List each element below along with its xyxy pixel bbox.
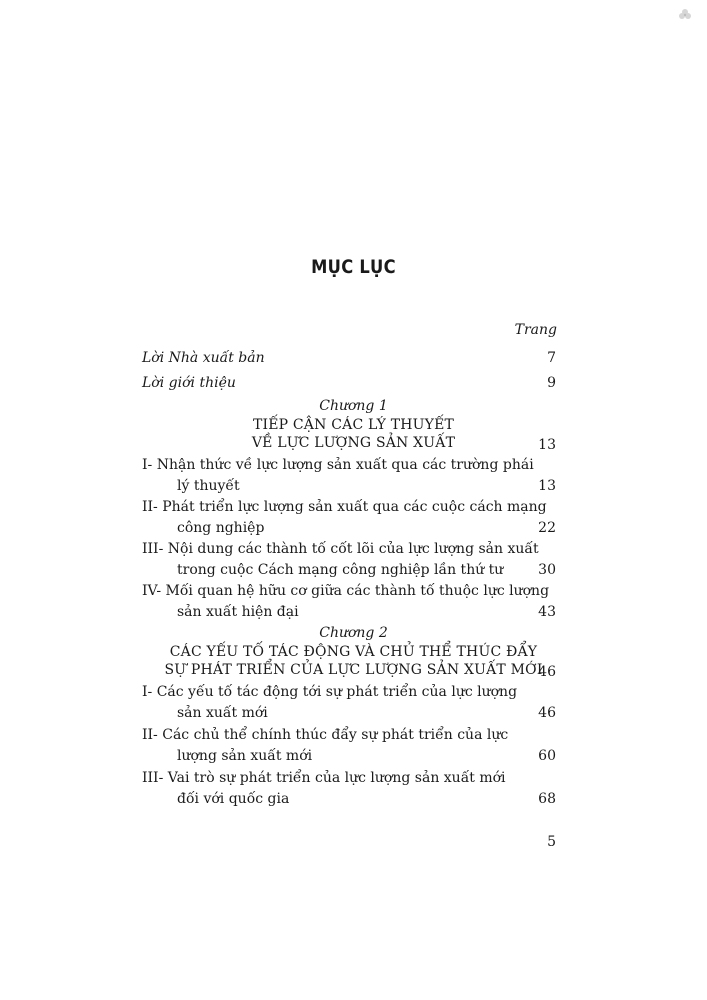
toc-entry-1-2-line-1[interactable]: II- Phát triển lực lượng sản xuất qua các cuộc cách mạng xyxy=(142,499,547,515)
toc-page-number: 68 xyxy=(538,791,556,807)
toc-page-number: 13 xyxy=(538,437,556,453)
page-number: 5 xyxy=(547,834,556,850)
toc-entry-1-4-line-1[interactable]: IV- Mối quan hệ hữu cơ giữa các thành tố thuộc lực lượng xyxy=(142,583,550,599)
chapter-1-title-line-1[interactable]: TIẾP CẬN CÁC LÝ THUYẾT xyxy=(252,417,455,433)
chapter-2-title-line-1[interactable]: CÁC YẾU TỐ TÁC ĐỘNG VÀ CHỦ THỂ THÚC ĐẨY xyxy=(169,644,538,660)
toc-entry-1-2-line-2[interactable]: công nghiệp xyxy=(177,520,265,536)
toc-entry-1-1-line-2[interactable]: lý thuyết xyxy=(177,478,240,494)
chapter-2-title-line-2[interactable]: SỰ PHÁT TRIỂN CỦA LỰC LƯỢNG SẢN XUẤT MỚI xyxy=(164,662,543,678)
toc-page-number: 43 xyxy=(538,604,556,620)
page-title: MỤC LỤC xyxy=(311,256,396,278)
toc-page-number: 22 xyxy=(538,520,556,536)
toc-entry-1-3-line-1[interactable]: III- Nội dung các thành tố cốt lõi của lực lượng sản xuất xyxy=(142,541,539,557)
toc-entry-2-3-line-1[interactable]: III- Vai trò sự phát triển của lực lượng sản xuất mới xyxy=(142,770,506,786)
toc-page-number: 30 xyxy=(538,562,556,578)
toc-entry-1-4-line-2[interactable]: sản xuất hiện đại xyxy=(177,604,299,620)
corner-clover-icon xyxy=(678,8,692,22)
chapter-1-title-line-2[interactable]: VỀ LỰC LƯỢNG SẢN XUẤT xyxy=(251,435,456,451)
toc-entry-2-2-line-2[interactable]: lượng sản xuất mới xyxy=(177,748,313,764)
toc-entry-2-3-line-2[interactable]: đối với quốc gia xyxy=(177,791,290,807)
toc-entry-1-1-line-1[interactable]: I- Nhận thức về lực lượng sản xuất qua các trường phái xyxy=(142,457,534,473)
toc-entry-2-1-line-2[interactable]: sản xuất mới xyxy=(177,705,268,721)
toc-entry-2-1-line-1[interactable]: I- Các yếu tố tác động tới sự phát triển của lực lượng xyxy=(142,684,518,700)
toc-entry-publisher-note[interactable]: Lời Nhà xuất bản xyxy=(142,350,265,366)
toc-page-number: 13 xyxy=(538,478,556,494)
toc-entry-1-3-line-2[interactable]: trong cuộc Cách mạng công nghiệp lần thứ tư xyxy=(177,562,504,578)
toc-entry-introduction[interactable]: Lời giới thiệu xyxy=(142,375,236,391)
toc-page-number: 60 xyxy=(538,748,556,764)
toc-page-number: 46 xyxy=(538,705,556,721)
page-column-label: Trang xyxy=(514,322,557,338)
chapter-2-label: Chương 2 xyxy=(319,625,388,641)
toc-page-number: 9 xyxy=(547,375,556,391)
chapter-1-label: Chương 1 xyxy=(319,398,388,414)
toc-page-number: 7 xyxy=(547,350,556,366)
toc-entry-2-2-line-1[interactable]: II- Các chủ thể chính thúc đẩy sự phát triển của lực xyxy=(142,727,509,743)
toc-page-number: 46 xyxy=(538,664,556,680)
